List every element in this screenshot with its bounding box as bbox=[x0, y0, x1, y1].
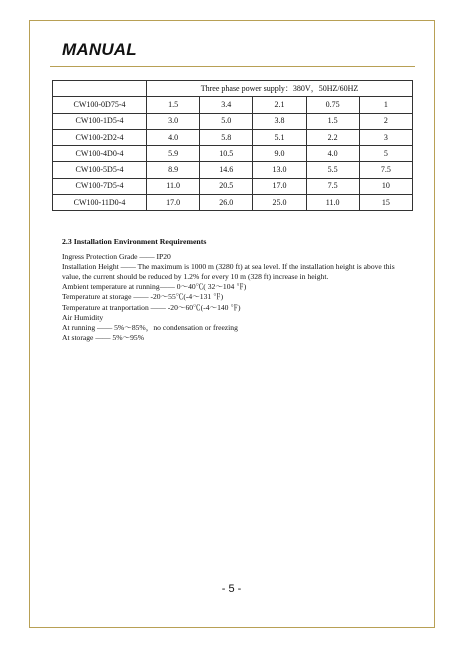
air-humidity-heading: Air Humidity bbox=[62, 312, 104, 322]
page-number: - 5 - bbox=[221, 583, 242, 595]
ambient-temperature-line: Ambient temperature at running—— 0～40℃( 32～104 ℉) bbox=[62, 282, 247, 292]
table-cell: 3.4 bbox=[200, 97, 253, 113]
table-cell: 3 bbox=[359, 129, 412, 145]
table-cell: 5.9 bbox=[147, 146, 200, 162]
table-cell: 11.0 bbox=[147, 178, 200, 194]
model-cell: CW100-2D2-4 bbox=[53, 129, 147, 145]
storage-temperature-line: Temperature at storage —— -20～55℃(-4～131 ℉) bbox=[62, 292, 224, 302]
table-row bbox=[53, 113, 413, 129]
table-cell: 2.1 bbox=[253, 97, 306, 113]
table-row bbox=[53, 97, 413, 113]
table-cell: 1 bbox=[359, 97, 412, 113]
table-cell: 4.0 bbox=[147, 129, 200, 145]
manual-title: MANUAL bbox=[62, 40, 137, 59]
table-cell: 17.0 bbox=[253, 178, 306, 194]
transport-temperature-line: Temperature at tranportation —— -20～60℃(-4～140 ℉) bbox=[62, 302, 241, 312]
installation-height-line: Installation Height —— The maximum is 1000 m (3280 ft) at sea level. If the installation height is above this value, the current should be reduced by 1.2% for every 10 m (328 ft) increase in height. bbox=[62, 262, 395, 282]
installation-section bbox=[62, 237, 414, 343]
table-cell: 4.0 bbox=[306, 146, 359, 162]
table-cell: 14.6 bbox=[200, 162, 253, 178]
table-cell: 11.0 bbox=[306, 195, 359, 211]
table-cell: 5.5 bbox=[306, 162, 359, 178]
table-cell: 5.0 bbox=[200, 113, 253, 129]
table-cell: 1.5 bbox=[147, 97, 200, 113]
model-cell: CW100-1D5-4 bbox=[53, 113, 147, 129]
table-cell: 2 bbox=[359, 113, 412, 129]
table-row bbox=[53, 129, 413, 145]
table-cell: 10.5 bbox=[200, 146, 253, 162]
model-cell: CW100-11D0-4 bbox=[53, 195, 147, 211]
table-cell: 9.0 bbox=[253, 146, 306, 162]
table-cell: 20.5 bbox=[200, 178, 253, 194]
table-cell: 3.0 bbox=[147, 113, 200, 129]
model-cell: CW100-5D5-4 bbox=[53, 162, 147, 178]
header-divider bbox=[50, 66, 415, 67]
table-cell: 8.9 bbox=[147, 162, 200, 178]
model-cell: CW100-0D75-4 bbox=[53, 97, 147, 113]
table-row bbox=[53, 195, 413, 211]
table-cell: 7.5 bbox=[306, 178, 359, 194]
table-cell: 5.8 bbox=[200, 129, 253, 145]
table-cell: 13.0 bbox=[253, 162, 306, 178]
table-cell: 7.5 bbox=[359, 162, 412, 178]
table-cell: 3.8 bbox=[253, 113, 306, 129]
humidity-storage-line: At storage —— 5%～95% bbox=[62, 332, 145, 342]
table-cell: 5 bbox=[359, 146, 412, 162]
table-cell: 10 bbox=[359, 178, 412, 194]
table-cell: 25.0 bbox=[253, 195, 306, 211]
table-row bbox=[53, 178, 413, 194]
table-cell: 15 bbox=[359, 195, 412, 211]
table-cell: 0.75 bbox=[306, 97, 359, 113]
table-header-row bbox=[53, 81, 413, 97]
table-header-cell: Three phase power supply：380V，50HZ/60HZ bbox=[147, 81, 413, 97]
power-spec-table bbox=[52, 80, 413, 211]
model-cell: CW100-7D5-4 bbox=[53, 178, 147, 194]
table-cell: 17.0 bbox=[147, 195, 200, 211]
model-cell: CW100-4D0-4 bbox=[53, 146, 147, 162]
section-heading: 2.3 Installation Environment Requirements bbox=[62, 237, 207, 246]
table-row bbox=[53, 162, 413, 178]
ingress-protection-line: Ingress Protection Grade —— IP20 bbox=[62, 252, 171, 262]
table-row bbox=[53, 146, 413, 162]
humidity-running-line: At running —— 5%～85%，no condensation or freezing bbox=[62, 322, 238, 332]
table-cell: 1.5 bbox=[306, 113, 359, 129]
table-cell: 5.1 bbox=[253, 129, 306, 145]
table-cell: 2.2 bbox=[306, 129, 359, 145]
table-header-empty-cell bbox=[53, 81, 147, 97]
table-cell: 26.0 bbox=[200, 195, 253, 211]
